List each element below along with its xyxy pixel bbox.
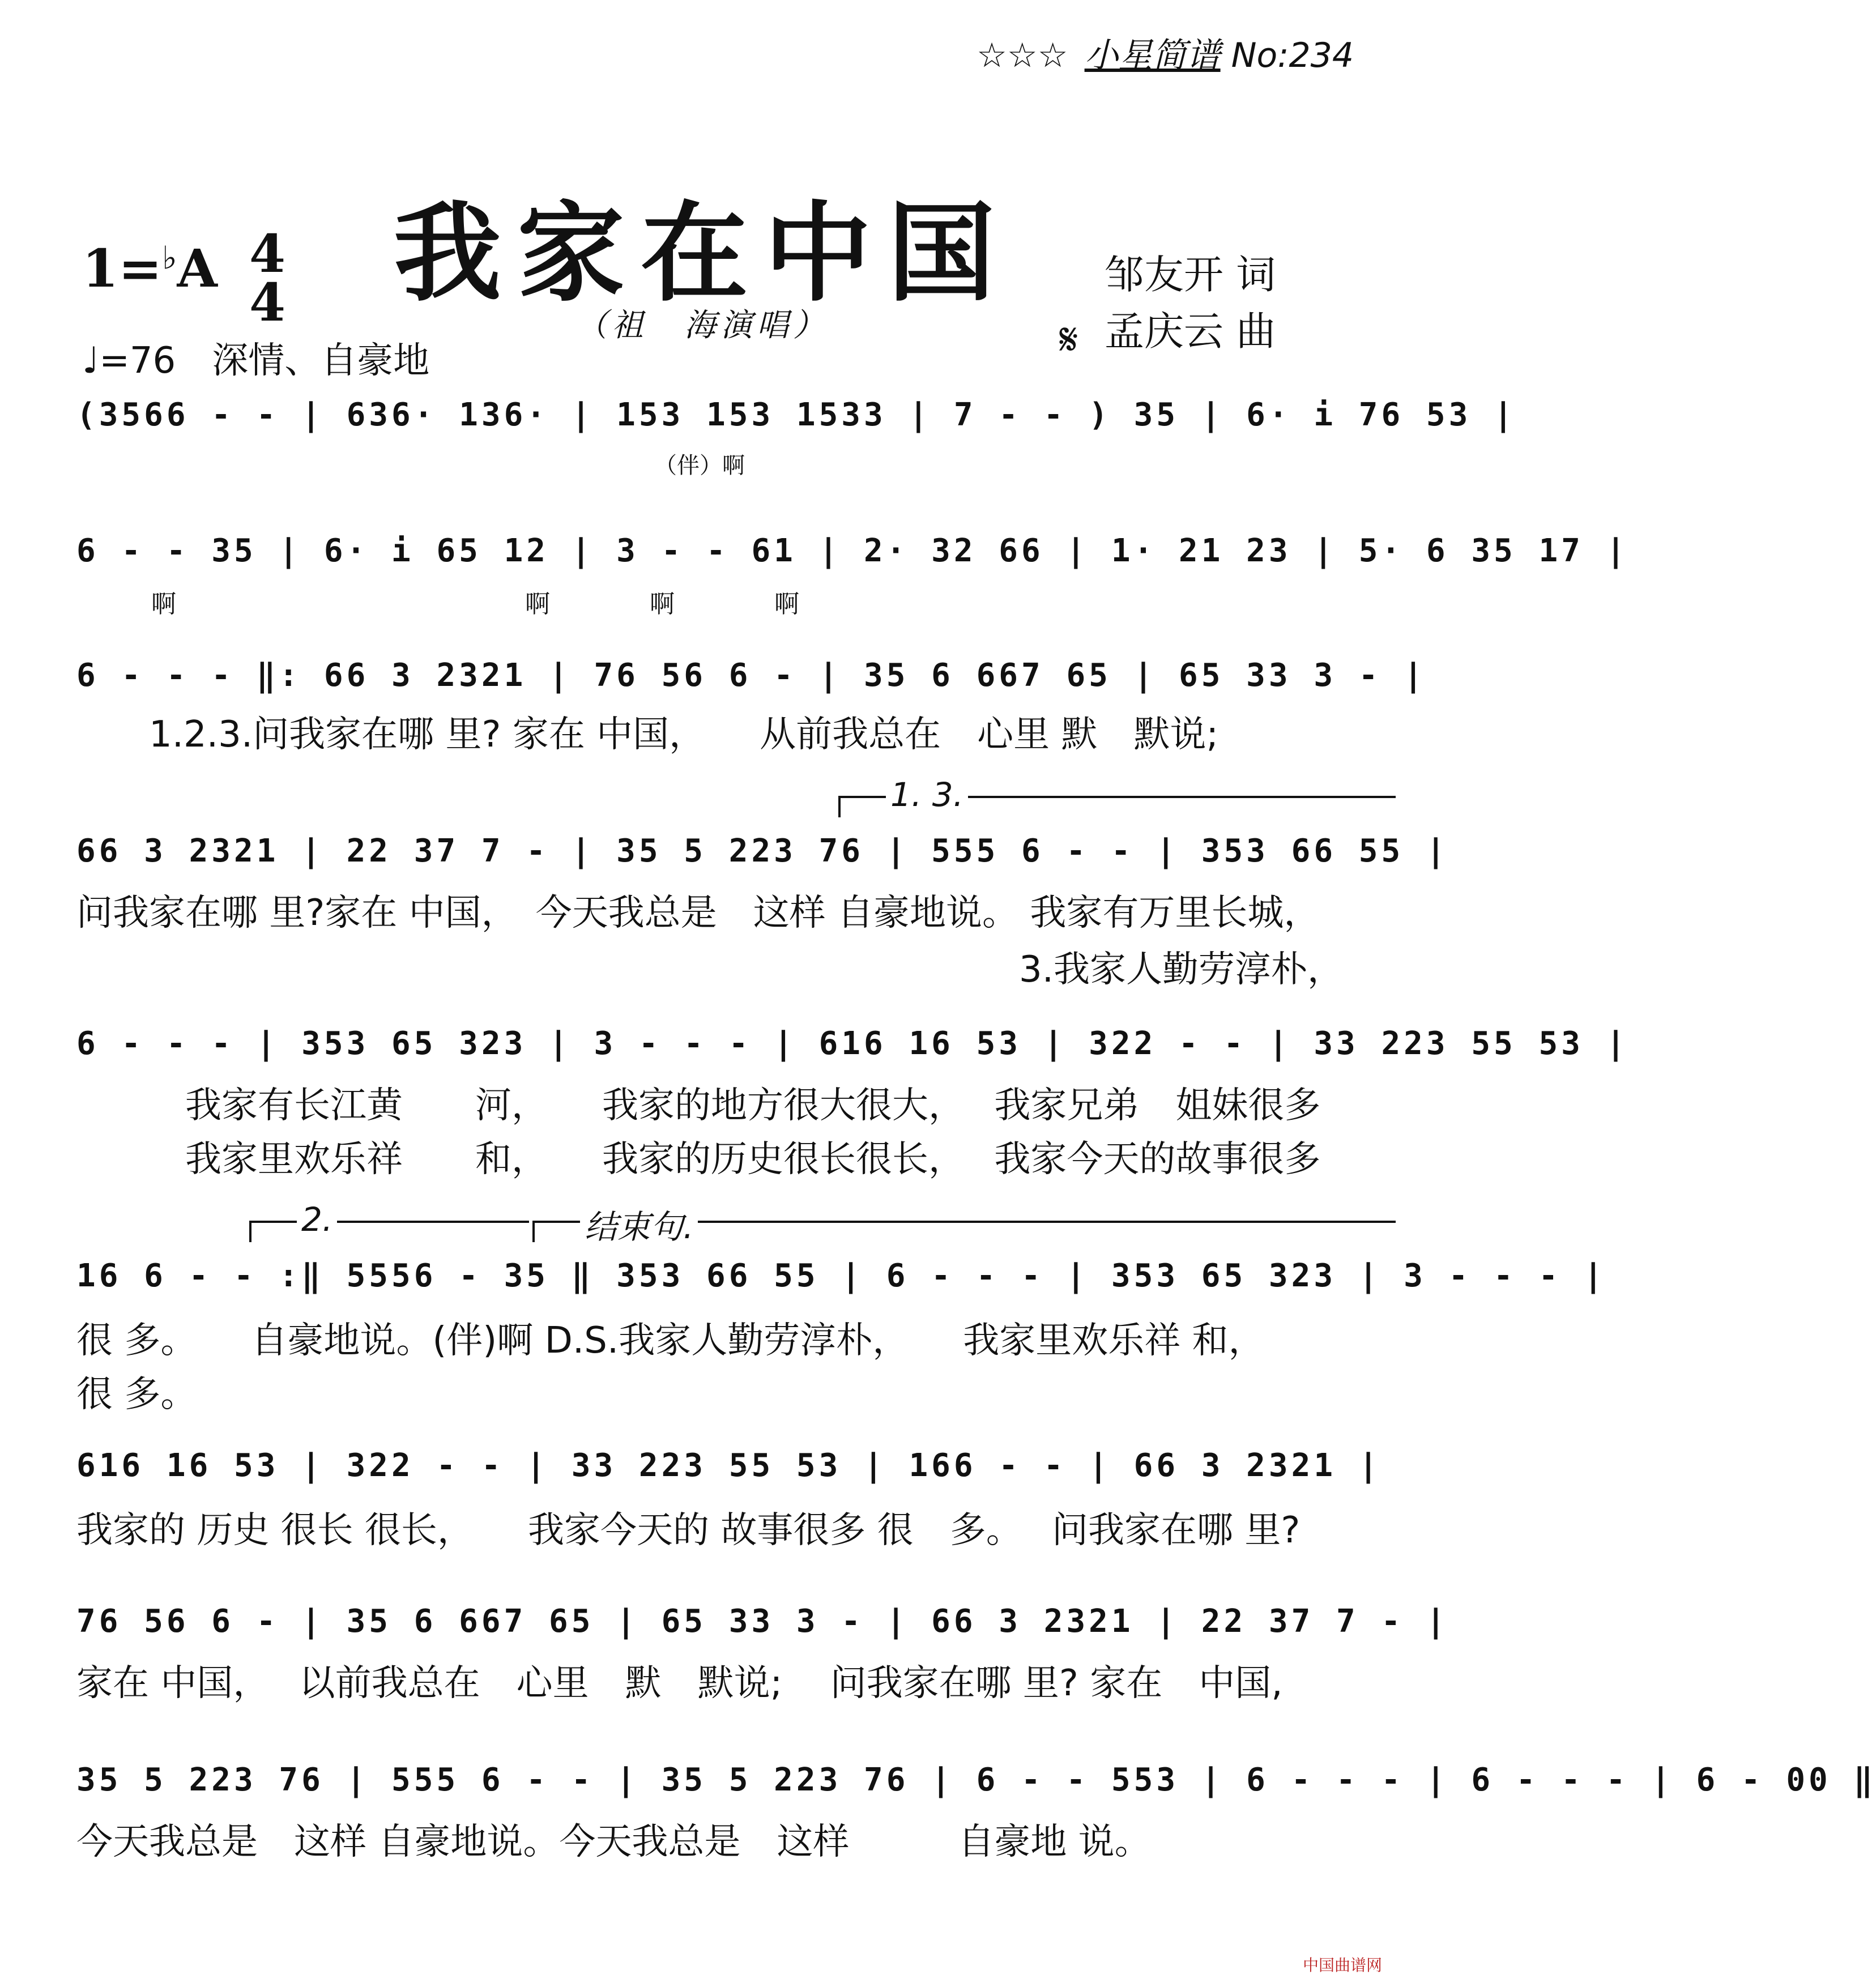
lyric-line-1: （伴）啊 [76,453,745,479]
music-line-9: 35 5 223 76 | 555 6 - - | 35 5 223 76 | 6 - - 553 | 6 - - - | 6 - - - | 6 - 00 ‖ [76,1762,1876,1798]
lyric-line-3: 1.2.3.问我家在哪 里? 家在 中国， 从前我总在 心里 默 默说; [76,714,1219,756]
time-signature [249,223,286,333]
watermark: 中国曲谱网 [1302,1956,1382,1975]
quarter-note-icon: ♩ [82,340,100,382]
lyricist: 邹友开 词 [1105,251,1276,298]
credits [1105,246,1276,360]
lyric-line-2: 啊 啊 啊 啊 [76,590,799,619]
flat-icon: ♭ [162,239,177,277]
star-rating: ☆☆☆ [977,36,1068,75]
coda-ending: 结束句. [532,1221,1396,1242]
music-line-6: 16 6 - - :‖ 5556 - 35 ‖ 353 66 55 | 6 - - - | 353 65 323 | 3 - - - | [76,1257,1606,1294]
music-line-7: 616 16 53 | 322 - - | 33 223 55 53 | 166 - - | 66 3 2321 | [76,1447,1382,1484]
lyric-line-8: 家在 中国， 以前我总在 心里 默 默说; 问我家在哪 里? 家在 中国, [76,1662,1283,1704]
lyric-line-6a: 很 多。 自豪地说。(伴)啊 D.S.我家人勤劳淳朴， 我家里欢乐祥 和， [76,1320,1265,1362]
volta-second-ending: 2. [249,1221,529,1242]
segno-icon: 𝄋 [1059,314,1078,365]
key-note: A [177,238,218,299]
composer: 孟庆云 曲 [1105,308,1276,355]
performer-line: （祖 海演唱） [575,307,829,344]
music-line-1: (3566 - - | 636· 136· | 153 153 1533 | 7 - - ) 35 | 6· i 76 53 | [76,396,1516,433]
lyric-line-6b: 很 多。 [76,1374,197,1415]
music-line-5: 6 - - - | 353 65 323 | 3 - - - | 616 16 53 | 322 - - | 33 223 55 53 | [76,1025,1629,1062]
lyric-line-7: 我家的 历史 很长 很长， 我家今天的 故事很多 很 多。 问我家在哪 里? [76,1510,1301,1551]
music-line-2: 6 - - 35 | 6· i 65 12 | 3 - - 61 | 2· 32 66 | 1· 21 23 | 5· 6 35 17 | [76,532,1629,569]
lyric-line-5a: 我家有长江黄 河， 我家的地方很大很大， 我家兄弟 姐妹很多 [76,1085,1321,1127]
tempo-text: =76 深情、自豪地 [99,340,430,382]
meter-bottom: 4 [249,272,286,333]
meter-top: 4 [249,223,286,284]
key-signature [82,238,218,299]
music-line-3: 6 - - - ‖: 66 3 2321 | 76 56 6 - | 35 6 667 65 | 65 33 3 - | [76,657,1426,694]
music-line-4: 66 3 2321 | 22 37 7 - | 35 5 223 76 | 555 6 - - | 353 66 55 | [76,833,1449,869]
library-name[interactable]: 小星简谱 [1084,36,1221,75]
music-line-8: 76 56 6 - | 35 6 667 65 | 65 33 3 - | 66 3 2321 | 22 37 7 - | [76,1603,1449,1640]
tempo-marking [82,331,429,383]
lyric-line-5b: 我家里欢乐祥 和， 我家的历史很长很长， 我家今天的故事很多 [76,1139,1321,1180]
lyric-line-4: 问我家在哪 里?家在 中国， 今天我总是 这样 自豪地说。 我家有万里长城， [76,892,1320,934]
song-title: 我家在中国 [393,190,1011,316]
header-line [977,28,1354,77]
volta-first-ending: 1. 3. [838,796,1396,817]
score-number: No:234 [1231,36,1354,75]
key-prefix: 1= [82,238,163,299]
lyric-line-4b: 3.我家人勤劳淳朴， [76,949,1344,991]
lyric-line-9: 今天我总是 这样 自豪地说。今天我总是 这样 自豪地 说。 [76,1821,1151,1863]
